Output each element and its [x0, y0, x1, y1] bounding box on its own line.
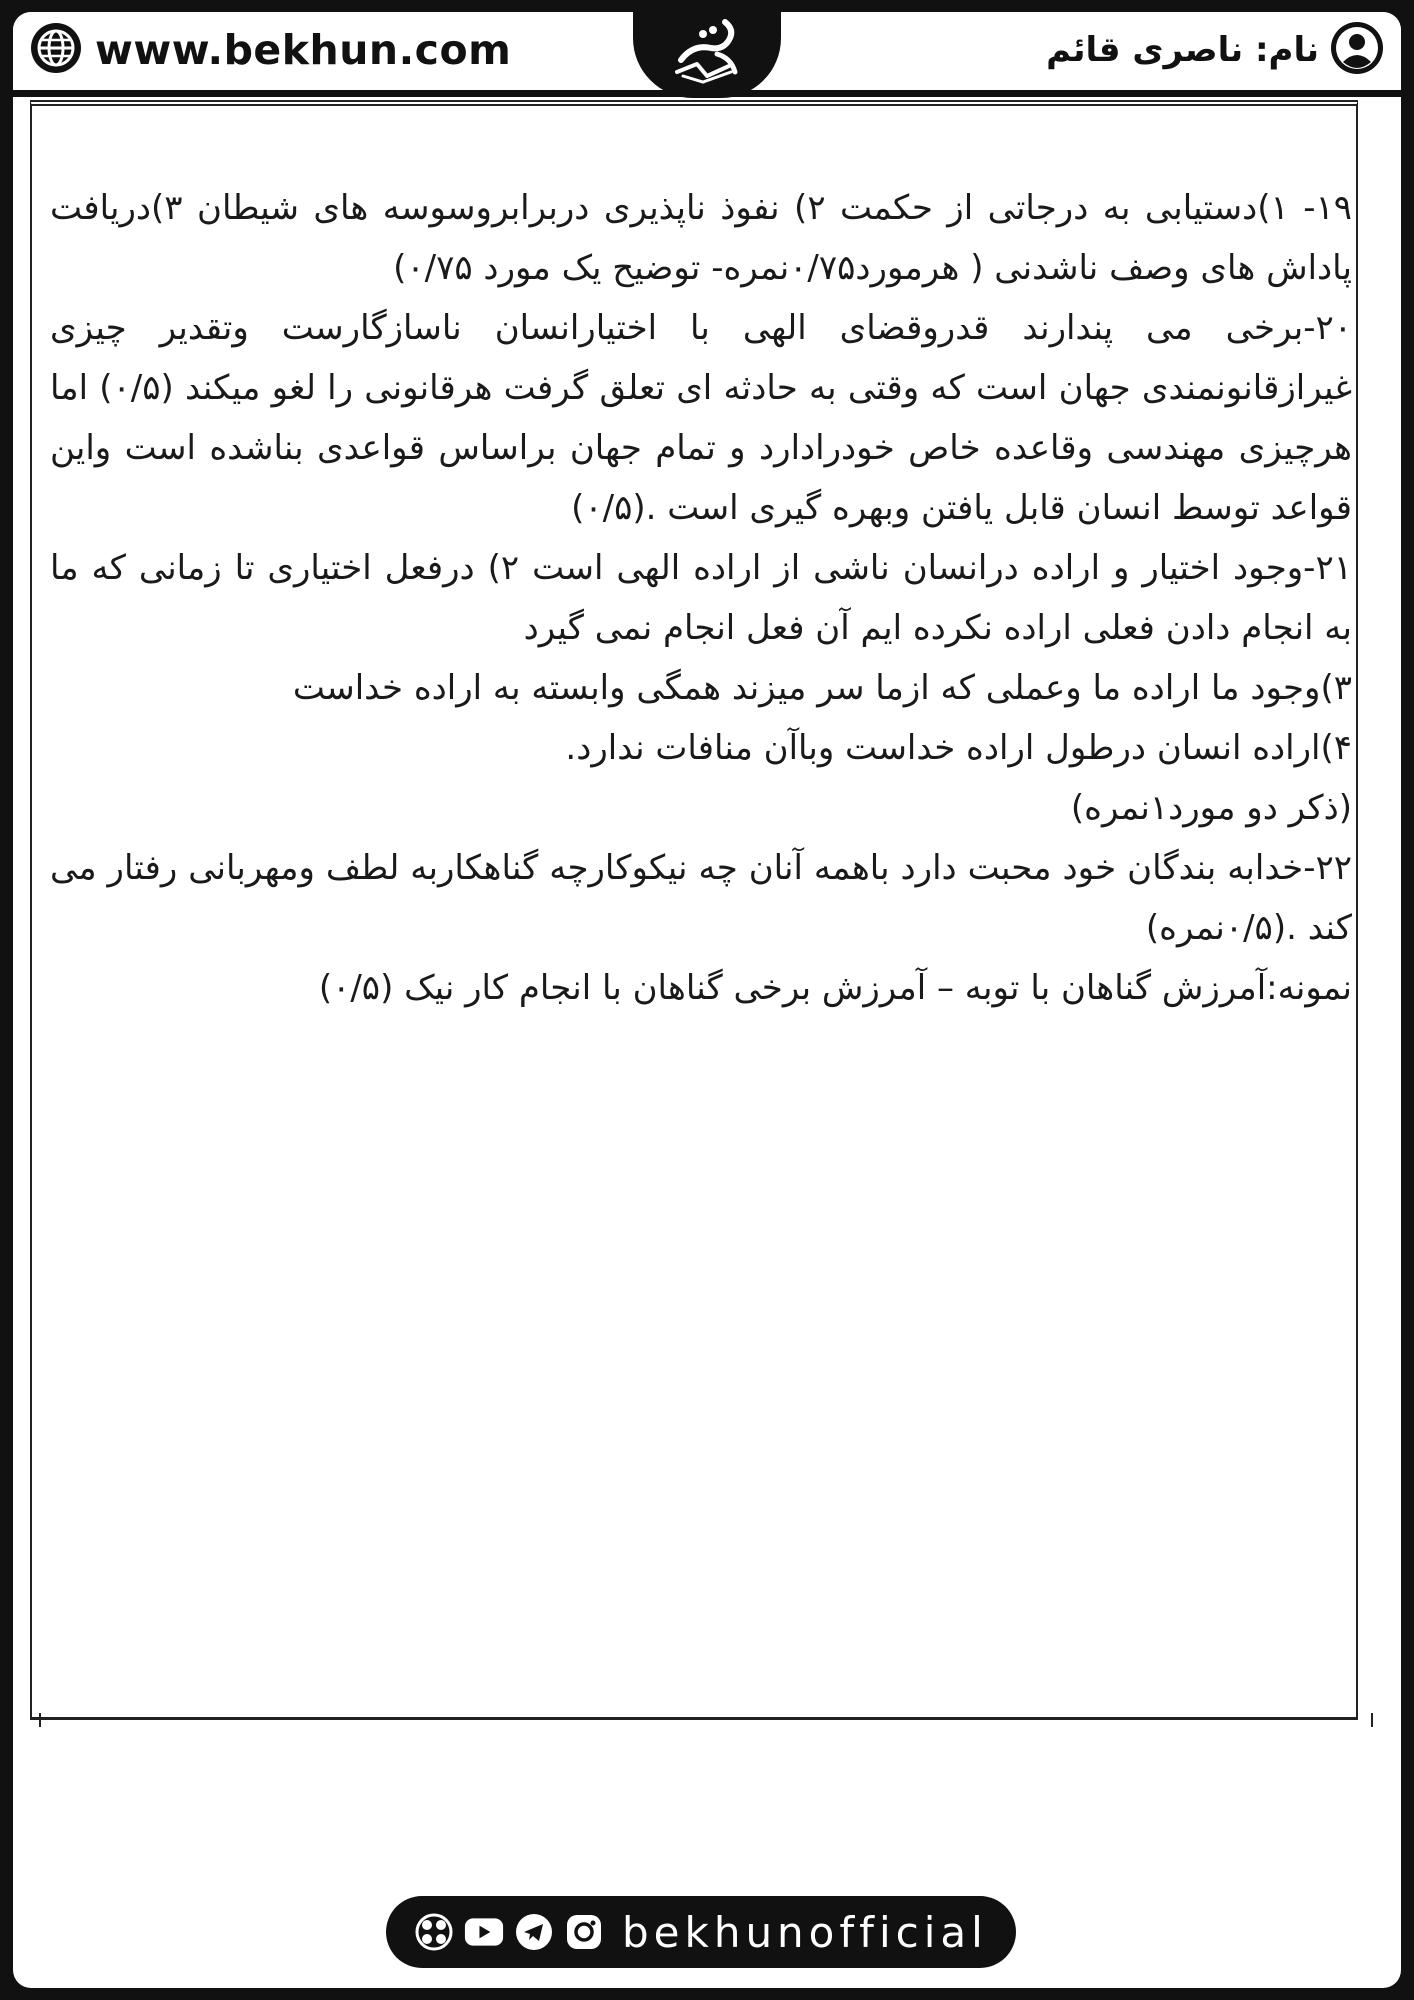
- telegram-icon[interactable]: [514, 1912, 554, 1952]
- youtube-icon[interactable]: [464, 1912, 504, 1952]
- owner-name: نام: ناصری قائم: [1046, 30, 1319, 70]
- social-footer: [386, 1896, 1016, 1968]
- user-avatar-icon: [1329, 20, 1385, 80]
- answer-text: [50, 178, 1352, 1018]
- answer-21-score-note: (ذکر دو مورد۱نمره): [1070, 788, 1352, 828]
- answer-19: ۱۹- ۱)دستیابی به درجاتی از حکمت ۲) نفوذ ناپذیری دربرابروسوسه های شیطان ۳)دریافت پاداش های وصف ناشدنی ( هرمورد۰/۷۵نمره- توضیح یک مورد ۰/۷۵): [50, 188, 1353, 288]
- frame-corner-tick-left: [39, 1713, 41, 1727]
- globe-icon: [29, 21, 83, 79]
- answer-22: ۲۲-خدابه بندگان خود محبت دارد باهمه آنان چه نیکوکارچه گناهکاربه لطف ومهربانی رفتار می کند .(۰/۵نمره): [50, 848, 1352, 948]
- instagram-icon[interactable]: [564, 1912, 604, 1952]
- answer-21: ۲۱-وجود اختیار و اراده درانسان ناشی از اراده الهی است ۲) درفعل اختیاری تا زمانی که ما به انجام دادن فعلی اراده نکرده ایم آن فعل انجام نمی گیرد: [50, 548, 1352, 648]
- answer-21-item-4: ۴)اراده انسان درطول اراده خداست وباآن منافات ندارد.: [565, 728, 1352, 768]
- website-text[interactable]: www.bekhun.com: [95, 26, 512, 74]
- aparat-icon[interactable]: [414, 1912, 454, 1952]
- frame-corner-tick-right: [1371, 1713, 1373, 1727]
- website-link[interactable]: [29, 24, 511, 76]
- social-handle[interactable]: bekhunofficial: [622, 1907, 988, 1957]
- answer-20: ۲۰-برخی می پندارند قدروقضای الهی با اختیارانسان ناسازگارست وتقدیر چیزی غیرازقانونمندی جهان است که وقتی به حادثه ای تعلق گرفت هرقانونی را لغو میکند (۰/۵) اما هرچیزی مهندسی وقاعده خاص خودرادارد و تمام جهان براساس قواعدی بناشده است واین قواعد توسط انسان قابل یافتن وبهره گیری است .(۰/۵): [50, 308, 1353, 528]
- answer-21-item-3: ۳)وجود ما اراده ما وعملی که ازما سر میزند همگی وابسته به اراده خداست: [292, 668, 1352, 708]
- owner-info: [1046, 24, 1385, 76]
- answer-22-example: نمونه:آمرزش گناهان با توبه – آمرزش برخی گناهان با انجام کار نیک (۰/۵): [318, 968, 1352, 1008]
- brand-logo: [633, 12, 781, 98]
- brand-logo-mark: [659, 14, 755, 90]
- header-bar: [13, 12, 1401, 97]
